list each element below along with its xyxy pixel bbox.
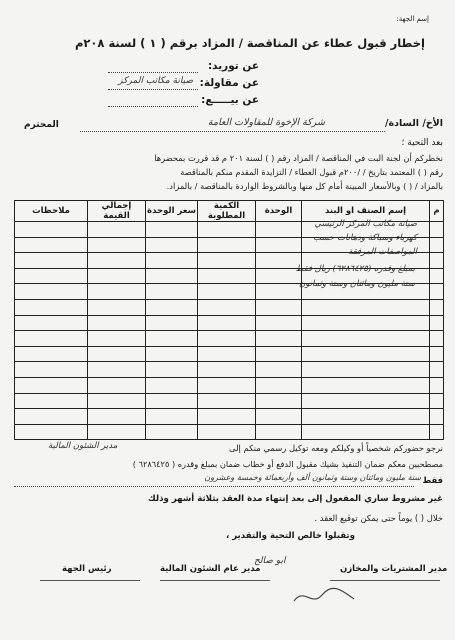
cell-total	[88, 362, 146, 378]
cell-unit	[256, 409, 302, 425]
signature-head-line	[40, 580, 140, 581]
signature-head-label: رئيس الجهة	[62, 564, 112, 574]
cell-item	[302, 315, 430, 331]
table-hand-line-2: كهرباء وسباكة ودهانات حسب	[313, 233, 417, 243]
cell-unit-price	[146, 424, 198, 440]
signature-finance-label: مدير عام الشئون المالية	[160, 564, 261, 574]
addressee-handwritten: شركة الإخوة للمقاولات العامة	[207, 117, 325, 128]
footer-validity: غير مشروط ساري المفعول إلى بعد إنتهاء مدة العقد بثلاثة أشهر وذلك	[147, 494, 443, 504]
col-header-unit-price: سعر الوحدة	[146, 201, 198, 222]
footer-request: نرجو حضوركم شخصياً أو وكيلكم ومعه توكيل رسمي منكم إلى	[229, 443, 443, 453]
cell-index	[430, 409, 444, 425]
col-header-index: م	[430, 201, 444, 222]
cell-index	[430, 346, 444, 362]
table-row	[15, 362, 444, 378]
cell-total	[88, 299, 146, 315]
cell-unit-price	[146, 299, 198, 315]
field-contract-label: عن مقاولة:	[199, 77, 259, 89]
cell-notes	[15, 315, 88, 331]
addressee-prefix: الأخ/ السادة/	[385, 118, 443, 129]
table-row	[15, 299, 444, 315]
footer-deadline: خلال ( ) يوماً حتى يمكن توقيع العقد .	[314, 513, 443, 523]
cell-notes	[15, 237, 88, 253]
cell-quantity	[198, 331, 256, 347]
cell-notes	[15, 346, 88, 362]
col-header-item: إسم الصنف او البند	[302, 201, 430, 222]
cell-notes	[15, 268, 88, 284]
cell-unit-price	[146, 222, 198, 238]
cell-index	[430, 222, 444, 238]
greeting: بعد التحية ؛	[401, 138, 443, 148]
footer-closing: وتقبلوا خالص التحية والتقدير ،	[225, 531, 355, 541]
cell-unit	[256, 331, 302, 347]
cell-item	[302, 393, 430, 409]
table-row	[15, 377, 444, 393]
cell-item	[302, 346, 430, 362]
cell-item	[302, 424, 430, 440]
cell-index	[430, 268, 444, 284]
cell-unit-price	[146, 284, 198, 300]
signature-procurement-label: مدير المشتريات والمخازن	[340, 564, 448, 574]
cell-quantity	[198, 424, 256, 440]
cell-unit	[256, 284, 302, 300]
cell-total	[88, 393, 146, 409]
cell-unit	[256, 377, 302, 393]
field-supply-line	[108, 72, 198, 73]
cell-total	[88, 377, 146, 393]
cell-total	[88, 222, 146, 238]
table-row	[15, 331, 444, 347]
cell-index	[430, 253, 444, 269]
cell-unit	[256, 222, 302, 238]
cell-total	[88, 424, 146, 440]
cell-unit-price	[146, 346, 198, 362]
cell-notes	[15, 362, 88, 378]
field-supply-label: عن توريد:	[207, 60, 259, 72]
cell-item	[302, 409, 430, 425]
cell-total	[88, 253, 146, 269]
cell-item	[302, 331, 430, 347]
cell-index	[430, 315, 444, 331]
cell-total	[88, 409, 146, 425]
table-hand-line-1: صيانة مكاتب المركز الرئيسي	[314, 219, 417, 229]
signature-finance-line	[160, 580, 270, 581]
footer-amount-line	[14, 486, 414, 487]
body-line-3: بالمزاد / ( ) وبالأسعار المبينة أمام كل منها وبالشروط الواردة بالمناقصة / بالمزاد.	[166, 181, 443, 191]
cell-unit	[256, 424, 302, 440]
cell-notes	[15, 377, 88, 393]
field-sale-line	[108, 106, 198, 107]
cell-quantity	[198, 284, 256, 300]
cell-notes	[15, 393, 88, 409]
cell-index	[430, 424, 444, 440]
addressee-suffix: المحترم	[24, 120, 59, 130]
cell-unit	[256, 362, 302, 378]
table-row	[15, 315, 444, 331]
cell-unit	[256, 346, 302, 362]
cell-quantity	[198, 346, 256, 362]
cell-unit-price	[146, 409, 198, 425]
cell-index	[430, 362, 444, 378]
col-header-unit: الوحدة	[256, 201, 302, 222]
table-row	[15, 424, 444, 440]
cell-unit-price	[146, 253, 198, 269]
cell-total	[88, 284, 146, 300]
table-hand-line-3: المواصفات المرفقة	[348, 247, 417, 257]
cell-quantity	[198, 393, 256, 409]
signature-procurement-line	[330, 580, 440, 581]
cell-notes	[15, 299, 88, 315]
field-sale-label: عن بيـــــع:	[201, 94, 259, 106]
cell-unit-price	[146, 377, 198, 393]
cell-quantity	[198, 299, 256, 315]
cell-unit-price	[146, 393, 198, 409]
cell-index	[430, 299, 444, 315]
cell-index	[430, 393, 444, 409]
table-row	[15, 409, 444, 425]
cell-quantity	[198, 268, 256, 284]
field-contract-line	[108, 89, 198, 90]
cell-notes	[15, 331, 88, 347]
cell-unit-price	[146, 362, 198, 378]
col-header-total: إجمالي القيمة	[88, 201, 146, 222]
footer-guarantee: مصطحبين معكم ضمان التنفيذ بشيك مقبول الدفع أو خطاب ضمان بمبلغ وقدره ( ٦٢٨٦٤٢٥ )	[132, 459, 443, 469]
field-contract-handwritten: صيانة مكاتب المركز	[118, 76, 193, 86]
cell-total	[88, 315, 146, 331]
cell-index	[430, 284, 444, 300]
cell-total	[88, 331, 146, 347]
cell-unit	[256, 299, 302, 315]
addressee-line	[80, 131, 385, 132]
cell-unit-price	[146, 268, 198, 284]
col-header-quantity: الكمية المطلوبة	[198, 201, 256, 222]
cell-notes	[15, 409, 88, 425]
cell-quantity	[198, 377, 256, 393]
cell-unit	[256, 393, 302, 409]
table-row	[15, 346, 444, 362]
entity-name-label: إسم الجهة:	[396, 15, 429, 23]
cell-unit	[256, 237, 302, 253]
cell-quantity	[198, 222, 256, 238]
cell-quantity	[198, 237, 256, 253]
cell-total	[88, 237, 146, 253]
cell-index	[430, 377, 444, 393]
cell-unit-price	[146, 237, 198, 253]
cell-quantity	[198, 409, 256, 425]
cell-notes	[15, 253, 88, 269]
cell-unit-price	[146, 331, 198, 347]
body-line-2: رقم ( ) المعتمد بتاريخ / /٢٠٠م قبول العطاء / التزايدة المقدم منكم بالمناقصة	[180, 167, 443, 177]
cell-quantity	[198, 253, 256, 269]
cell-index	[430, 331, 444, 347]
signature-finance-handwritten: ابو صالح	[254, 556, 286, 566]
cell-quantity	[198, 362, 256, 378]
col-header-notes: ملاحظات	[15, 201, 88, 222]
cell-notes	[15, 424, 88, 440]
cell-unit-price	[146, 315, 198, 331]
cell-unit	[256, 315, 302, 331]
table-hand-line-4: بمبلغ وقدره (٦٢٨٦٤٢٥) ريال فقط	[295, 264, 415, 274]
table-row	[15, 393, 444, 409]
cell-notes	[15, 284, 88, 300]
body-line-1: نخطركم أن لجنة البت في المناقصة / المزاد رقم ( ) لسنة ٢٠١ م قد قررت بمحضرها	[154, 153, 443, 163]
cell-quantity	[198, 315, 256, 331]
cell-item	[302, 299, 430, 315]
cell-notes	[15, 222, 88, 238]
cell-total	[88, 268, 146, 284]
table-hand-line-5: ستة مليون ومائتان وستة وثمانون	[299, 279, 415, 289]
footer-amount-prefix: فقط	[422, 475, 443, 485]
cell-index	[430, 237, 444, 253]
footer-amount-handwritten: ستة مليون ومائتان وستة وثمانون ألف وأربعمائة وخمسة وعشرون	[204, 473, 421, 482]
cell-total	[88, 346, 146, 362]
cell-item	[302, 362, 430, 378]
signature-scribble-icon	[290, 585, 360, 609]
document-title: إخطار قبول عطاء عن المناقصة / المزاد برقم ( ١ ) لسنة ٢٠٨م	[74, 36, 425, 50]
cell-item	[302, 377, 430, 393]
footer-request-handwritten: مدير الشئون المالية	[48, 441, 118, 451]
